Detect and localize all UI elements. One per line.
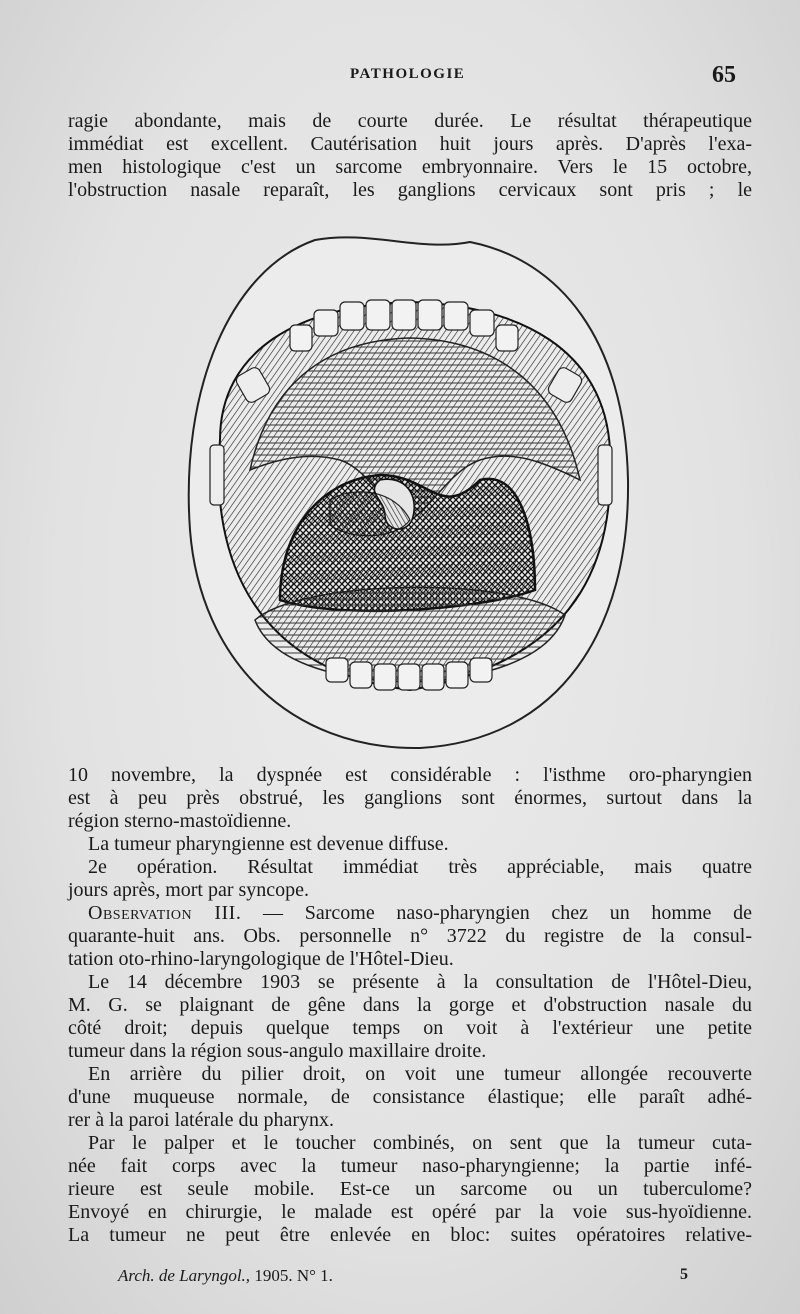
text-line: quarante-huit ans. Obs. personnelle n° 3722 du registre de la consul- xyxy=(68,925,752,947)
signature-mark: 5 xyxy=(680,1266,688,1283)
text-line: Par le palper et le toucher combinés, on sent que la tumeur cuta- xyxy=(88,1132,752,1154)
observation-label: Observation III. xyxy=(88,902,242,924)
page-footer xyxy=(0,1266,800,1290)
text-line: La tumeur ne peut être enlevée en bloc: suites opératoires relative- xyxy=(68,1224,752,1246)
journal-year: 1905. xyxy=(254,1266,293,1285)
text-line: d'une muqueuse normale, de consistance élastique; elle paraît adhé- xyxy=(68,1086,752,1108)
text-line: 10 novembre, la dyspnée est considérable : l'isthme oro-pharyngien xyxy=(68,764,752,786)
throat-illustration xyxy=(180,230,640,755)
text-line: est à peu près obstrué, les ganglions sont énormes, surtout dans la xyxy=(68,787,752,809)
text-line: En arrière du pilier droit, on voit une tumeur allongée recouverte xyxy=(88,1063,752,1085)
text-line: Envoyé en chirurgie, le malade est opéré par la voie sus-hyoïdienne. xyxy=(68,1201,752,1223)
text-after-figure xyxy=(68,764,752,1247)
running-head-title: PATHOLOGIE xyxy=(350,66,466,82)
observation-title: — Sarcome naso-pharyngien chez un homme de xyxy=(241,902,752,924)
text-line: rer à la paroi latérale du pharynx. xyxy=(68,1109,334,1131)
text-line: Le 14 décembre 1903 se présente à la consultation de l'Hôtel-Dieu, xyxy=(88,971,752,993)
text-line: men histologique c'est un sarcome embryonnaire. Vers le 15 octobre, xyxy=(68,156,752,178)
journal-number: N° 1. xyxy=(296,1266,333,1285)
text-line: 2e opération. Résultat immédiat très appréciable, mais quatre xyxy=(88,856,752,878)
text-line: rieure est seule mobile. Est-ce un sarcome ou un tuberculome? xyxy=(68,1178,752,1200)
journal-citation xyxy=(118,1266,333,1286)
observation-heading-line xyxy=(68,902,752,925)
journal-name: Arch. de Laryngol., xyxy=(118,1266,251,1285)
text-line: jours après, mort par syncope. xyxy=(68,879,310,901)
running-head xyxy=(0,62,800,92)
text-line: région sterno-mastoïdienne. xyxy=(68,810,292,832)
text-line: l'obstruction nasale reparaît, les ganglions cervicaux sont pris ; le xyxy=(68,179,752,201)
page-number: 65 xyxy=(712,62,736,88)
text-line: La tumeur pharyngienne est devenue diffuse. xyxy=(88,833,449,855)
text-line: côté droit; depuis quelque temps on voit à l'extérieur une petite xyxy=(68,1017,752,1039)
text-before-figure xyxy=(68,110,752,202)
text-line: née fait corps avec la tumeur naso-pharyngienne; la partie infé- xyxy=(68,1155,752,1177)
text-line: M. G. se plaignant de gêne dans la gorge et d'obstruction nasale du xyxy=(68,994,752,1016)
text-line: ragie abondante, mais de courte durée. Le résultat thérapeutique xyxy=(68,110,752,132)
text-line: immédiat est excellent. Cautérisation huit jours après. D'après l'exa- xyxy=(68,133,752,155)
text-line: tation oto-rhino-laryngologique de l'Hôtel-Dieu. xyxy=(68,948,454,970)
text-line: tumeur dans la région sous-angulo maxillaire droite. xyxy=(68,1040,487,1062)
